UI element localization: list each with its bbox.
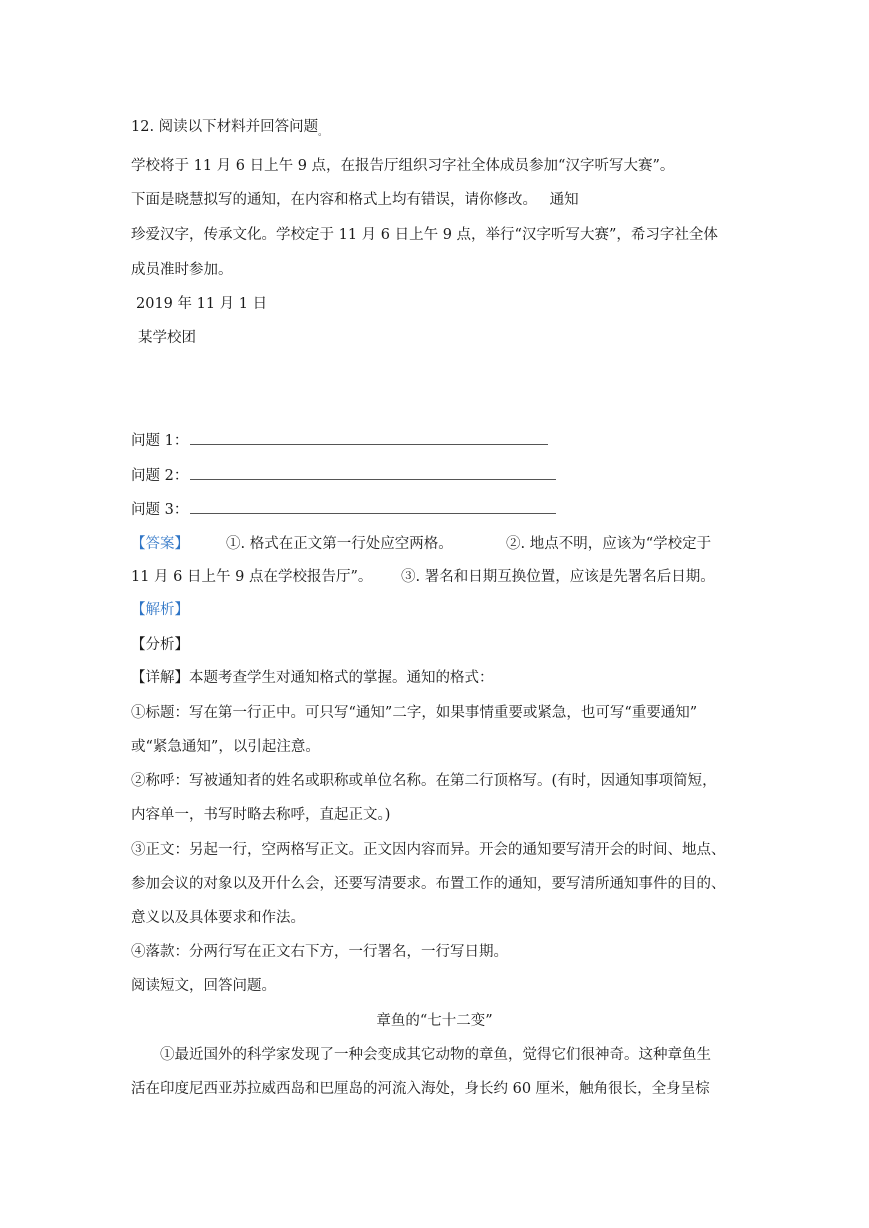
analysis-point-4: ④落款：分两行写在正文右下方，一行署名，一行写日期。: [131, 944, 508, 960]
question-2-label: 问题 2：: [131, 468, 189, 484]
xiangjie-line: [131, 668, 494, 688]
analysis-point-3-line-2: 参加会议的对象以及开什么会，还要写清要求。布置工作的通知，要写清所通知事件的目的、: [131, 876, 726, 892]
notice-body-line-1: 珍爱汉字，传承文化。学校定于 11 月 6 日上午 9 点，举行“汉字听写大赛”，希习字社全体: [131, 227, 718, 243]
question-3-label: 问题 3：: [131, 502, 189, 518]
reading-title: 章鱼的“七十二变”: [376, 1013, 493, 1029]
answer-item-3: ③. 署名和日期互换位置，应该是先署名后日期。: [401, 569, 715, 585]
notice-body-line-2: 成员准时参加。: [131, 262, 233, 278]
question-number: 12.: [131, 119, 155, 135]
reading-para-1-line-1: ①最近国外的科学家发现了一种会变成其它动物的章鱼，觉得它们很神奇。这种章鱼生: [160, 1047, 711, 1063]
analysis-point-3-line-1: ③正文：另起一行，空两格写正文。正文因内容而异。开会的通知要写清开会的时间、地点、: [131, 842, 726, 858]
notice-signature: 某学校团: [138, 330, 196, 346]
question-1-answer-blank[interactable]: [190, 430, 548, 445]
analysis-point-1-line-2: 或“紧急通知”，以引起注意。: [131, 739, 320, 755]
instruction-text: 下面是晓慧拟写的通知，在内容和格式上均有错误，请你修改。: [131, 192, 537, 208]
material-intro: 学校将于 11 月 6 日上午 9 点，在报告厅组织习字社全体成员参加“汉字听写大赛”。: [131, 158, 675, 174]
analysis-point-2-line-1: ②称呼：写被通知者的姓名或职称或单位名称。在第二行顶格写。(有时，因通知事项简短，: [131, 773, 717, 789]
question-1-label: 问题 1：: [131, 433, 189, 449]
instruction-line: [131, 190, 579, 210]
analysis-tag: 【解析】: [131, 602, 189, 618]
xiangjie-text: 本题考查学生对通知格式的掌握。通知的格式：: [189, 670, 494, 686]
question-title-mark: 。: [318, 128, 328, 138]
analysis-point-1-line-1: ①标题：写在第一行正中。可只写“通知”二字，如果事情重要或紧急，也可写“重要通知”: [131, 705, 698, 721]
answer-item-2: ②. 地点不明，应该为“学校定于: [506, 536, 712, 552]
reading-para-1-line-2: 活在印度尼西亚苏拉威西岛和巴厘岛的河流入海处，身长约 60 厘米，触角很长，全身呈棕: [131, 1081, 710, 1097]
answer-tag: 【答案】: [131, 536, 189, 552]
notice-date: 2019 年 11 月 1 日: [136, 296, 268, 312]
answer-item-1: ①. 格式在正文第一行处应空两格。: [226, 536, 453, 552]
notice-title: 通知: [549, 192, 579, 208]
reading-intro: 阅读短文，回答问题。: [131, 978, 276, 994]
analysis-point-2-line-2: 内容单一，书写时略去称呼，直起正文。): [131, 807, 391, 823]
question-3-answer-blank[interactable]: [190, 499, 556, 514]
answer-line-2: [131, 567, 715, 587]
question-2-row: [131, 465, 556, 486]
answer-item-2-continued: 11 月 6 日上午 9 点在学校报告厅”。: [131, 569, 373, 585]
question-3-row: [131, 499, 556, 520]
answer-line-1: [131, 534, 712, 554]
question-heading: [131, 117, 327, 143]
xiangjie-tag: 【详解】: [131, 670, 189, 686]
analysis-point-3-line-3: 意义以及具体要求和作法。: [131, 910, 305, 926]
question-title: 阅读以下材料并回答问题: [158, 119, 319, 135]
fenxi-tag: 【分析】: [131, 637, 189, 653]
question-1-row: [131, 430, 548, 451]
question-2-answer-blank[interactable]: [190, 465, 556, 480]
